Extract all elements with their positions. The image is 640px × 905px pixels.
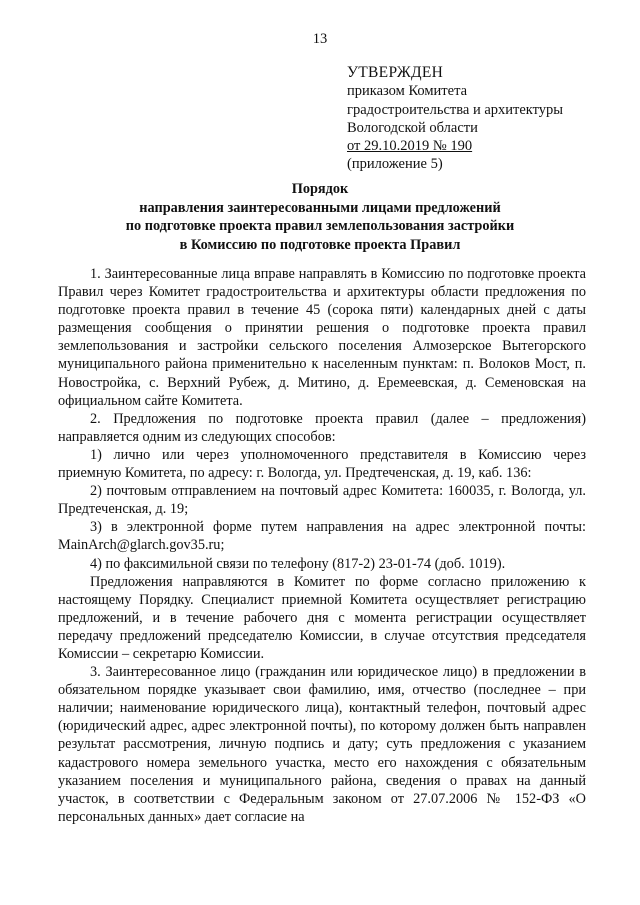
approval-line-2: градостроительства и архитектуры xyxy=(347,101,564,118)
page-number: 13 xyxy=(312,31,328,47)
title-line-3: по подготовке проекта правил землепользования застройки xyxy=(125,218,515,235)
document-title xyxy=(60,180,580,255)
paragraph-2-item-2: 2) почтовым отправлением на почтовый адрес Комитета: 160035, г. Вологда, ул. Предтеченская, д. 19; xyxy=(58,483,586,518)
document-body xyxy=(58,265,586,826)
approval-line-1: приказом Комитета xyxy=(347,83,468,100)
paragraph-1: 1. Заинтересованные лица вправе направлять в Комиссию по подготовке проекта Правил через Комитет градостроительства и архитектуры области предложения по подготовке проекта правил в течение 45 (сорока пяти) календарных дней с даты размещения сообщения о принятии решения о подготовке проекта правил землепользования и застройки сельского поселения Алмозерское Вытегорского муниципального района применительно к населенным пунктам: п. Волоков Мост, п. Новостройка, с. Верхний Рубеж, д. Митино, д. Еремеевская, д. Семеновская на официальном сайте Комитета. xyxy=(58,266,586,409)
approval-stamp xyxy=(347,64,627,174)
paragraph-2-item-4: 4) по факсимильной связи по телефону (817-2) 23-01-74 (доб. 1019). xyxy=(90,555,506,572)
title-line-2: направления заинтересованными лицами предложений xyxy=(139,199,501,216)
title-line-4: в Комиссию по подготовке проекта Правил xyxy=(179,237,461,254)
paragraph-2-item-1: 1) лично или через уполномоченного представителя в Комиссию через приемную Комитета, по адресу: г. Вологда, ул. Предтеченская, д. 19, каб. 136: xyxy=(58,446,586,482)
paragraph-2-form-note: Предложения направляются в Комитет по форме согласно приложению к настоящему Порядку. Специалист приемной Комитета осуществляет регистрацию предложений, и в течение рабочего дня с момента регистрации осуществляет передачу предложений председателю Комиссии, в случае отсутствия председателя Комиссии – секретарю Комиссии. xyxy=(58,573,586,662)
title-line-1: Порядок xyxy=(291,181,349,197)
approval-heading: УТВЕРЖДЕН xyxy=(347,64,444,81)
approval-order-date: от 29.10.2019 № 190 xyxy=(347,138,473,155)
approval-line-3: Вологодской области xyxy=(347,119,478,136)
paragraph-2: 2. Предложения по подготовке проекта правил (далее – предложения) направляется одним из следующих способов: xyxy=(58,410,586,445)
paragraph-3: 3. Заинтересованное лицо (гражданин или юридическое лицо) в предложении в обязательном порядке указывает свои фамилию, имя, отчество (последнее – при наличии; наименование юридического лица), контактный телефон, почтовый адрес (юридический адрес, адрес электронной почты), по которому должен быть направлен результат рассмотрения, личную подпись и дату; суть предложения с указанием кадастрового номера земельного участка, место его нахождения с обязательным указанием поселения и муниципального района, сведения о правах на данный участок, в соответствии с Федеральным законом от 27.07.2006 № 152-ФЗ «О персональных данных» дает согласие на xyxy=(58,664,586,825)
paragraph-2-item-3: 3) в электронной форме путем направления на адрес электронной почты: MainArch@glarch.gov35.ru; xyxy=(58,519,586,554)
approval-appendix-note: (приложение 5) xyxy=(347,156,443,173)
